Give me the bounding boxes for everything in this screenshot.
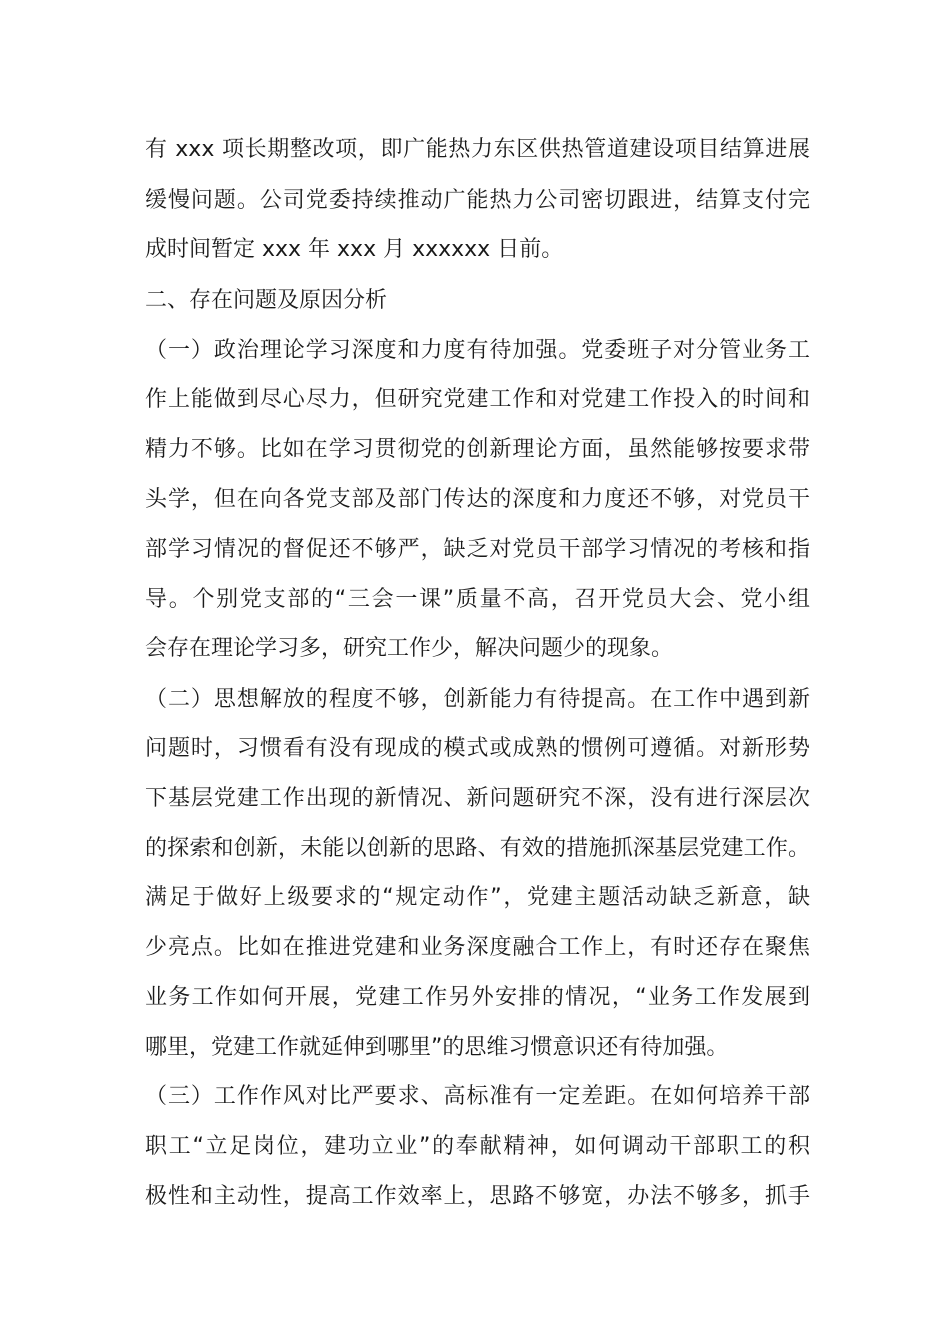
- text-line: 的探索和创新，未能以创新的思路、有效的措施抓深基层党建工作。: [145, 836, 810, 861]
- text-line: 缓慢问题。公司党委持续推动广能热力公司密切跟进，结算支付完: [145, 188, 810, 213]
- text-line: 成时间暂定 xxx 年 xxx 月 xxxxxx 日前。: [145, 237, 564, 262]
- text-line: 职工“立足岗位，建功立业”的奉献精神，如何调动干部职工的积: [145, 1134, 810, 1159]
- text-line: 业务工作如何开展，党建工作另外安排的情况，“业务工作发展到: [145, 985, 810, 1010]
- text-line: 下基层党建工作出现的新情况、新问题研究不深，没有进行深层次: [145, 786, 810, 811]
- text-line: 满足于做好上级要求的“规定动作”，党建主题活动缺乏新意，缺: [145, 885, 810, 910]
- text-line: 作上能做到尽心尽力，但研究党建工作和对党建工作投入的时间和: [145, 387, 810, 412]
- text-line: （二）思想解放的程度不够，创新能力有待提高。在工作中遇到新: [145, 687, 810, 712]
- text-line: （三）工作作风对比严要求、高标准有一定差距。在如何培养干部: [145, 1084, 810, 1109]
- text-line: 哪里，党建工作就延伸到哪里”的思维习惯意识还有待加强。: [145, 1035, 729, 1060]
- text-line: （一）政治理论学习深度和力度有待加强。党委班子对分管业务工: [145, 338, 810, 363]
- text-line: 极性和主动性，提高工作效率上，思路不够宽，办法不够多，抓手: [145, 1184, 810, 1209]
- text-line: 部学习情况的督促还不够严，缺乏对党员干部学习情况的考核和指: [145, 537, 810, 562]
- text-line: 少亮点。比如在推进党建和业务深度融合工作上，有时还存在聚焦: [145, 935, 810, 960]
- text-line: 头学，但在向各党支部及部门传达的深度和力度还不够，对党员干: [145, 487, 810, 512]
- text-line: 会存在理论学习多，研究工作少，解决问题少的现象。: [145, 636, 674, 661]
- text-line: 精力不够。比如在学习贯彻党的创新理论方面，虽然能够按要求带: [145, 437, 810, 462]
- text-line: 导。个别党支部的“三会一课”质量不高，召开党员大会、党小组: [145, 587, 810, 612]
- text-line: 问题时，习惯看有没有现成的模式或成熟的惯例可遵循。对新形势: [145, 736, 810, 761]
- section-heading: 二、存在问题及原因分析: [145, 288, 388, 313]
- text-line: 有 xxx 项长期整改项，即广能热力东区供热管道建设项目结算进展: [145, 137, 810, 162]
